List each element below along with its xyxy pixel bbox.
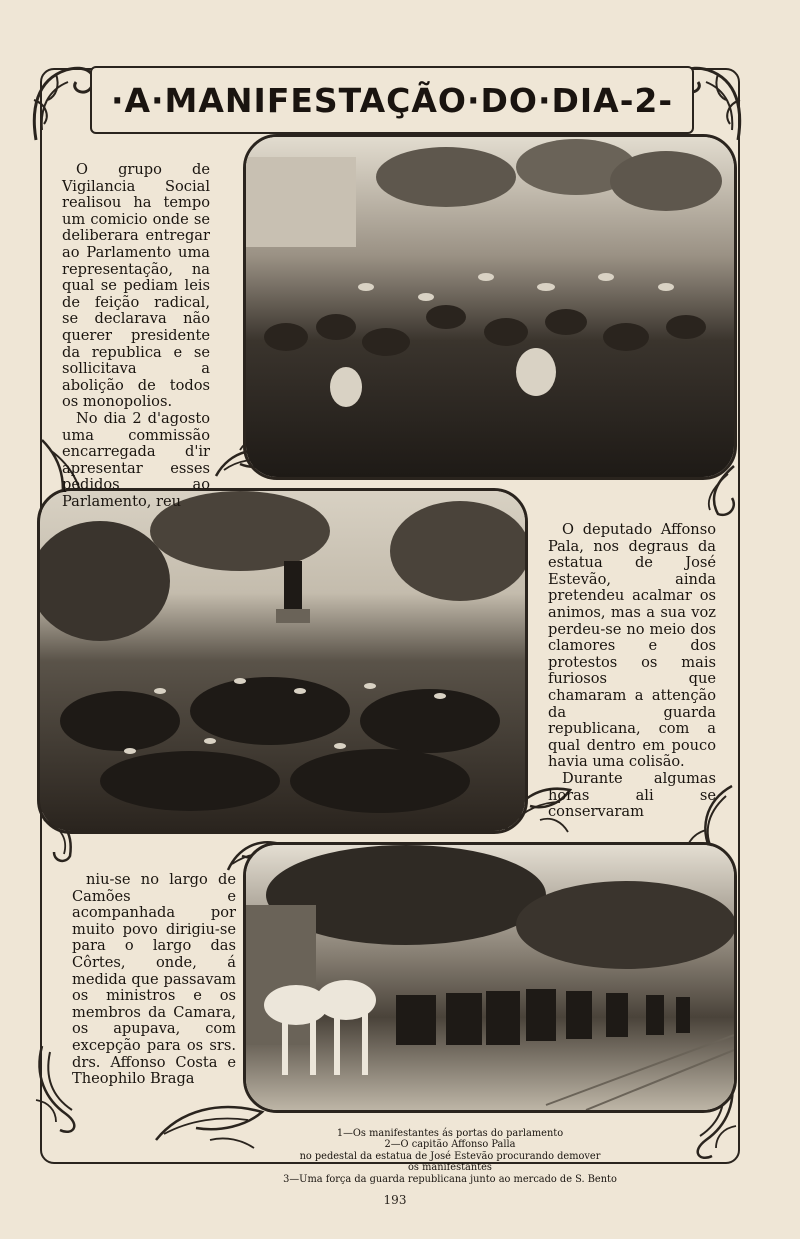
article-paragraph: No dia 2 d'agosto uma commissão encarregada d'ir apresentar esses pedidos ao Parlamento, reu xyxy=(62,409,210,510)
article-text-block-2 xyxy=(548,522,716,821)
article-paragraph: Durante algumas horas ali se conservaram xyxy=(548,769,716,821)
caption-line: no pedestal da estatua de José Estevão procurando demover xyxy=(299,1150,601,1162)
title-banner xyxy=(90,66,694,134)
article-paragraph: O deputado Affonso Pala, nos degraus da estatua de José Estevão, ainda pretendeu acalmar os animos, mas a sua voz perdeu-se no meio dos clamores e dos protestos os mais furiosos que chamaram a attenção da guarda republicana, com a qual dentro em pouco havia uma colisão. xyxy=(548,521,716,771)
page-title: ·A·MANIFESTAÇÃO·DO·DIA-2- xyxy=(110,80,674,120)
photo-statue-crowd xyxy=(37,488,528,834)
photo-crowd-at-parliament xyxy=(243,134,737,480)
article-paragraph: niu-se no largo de Camões e acompanhada por muito povo dirigiu-se para o largo das Côrtes, onde, á medida que passavam os ministros e os membros da Camara, os apupava, com excepção para os srs. drs. Affonso Costa e Theophilo Braga xyxy=(72,871,236,1088)
article-text-block-1 xyxy=(62,162,210,510)
article-paragraph: O grupo de Vigilancia Social realisou ha tempo um comicio onde se deliberara entregar ao Parlamento uma representação, na qual se pediam leis de feição radical, se declarava não querer presidente da republica e se sollicitava a abolição de todos os monopolios. xyxy=(62,161,210,411)
caption-line: 1—Os manifestantes ás portas do parlamento xyxy=(336,1128,564,1139)
article-text-block-3 xyxy=(72,872,236,1088)
photo-republican-guard xyxy=(243,842,737,1113)
caption-line: os manifestantes xyxy=(408,1162,492,1174)
page-number: 193 xyxy=(383,1193,407,1207)
caption-line: 2—O capitão Affonso Palla xyxy=(384,1139,516,1151)
caption-line: 3—Uma força da guarda republicana junto ao mercado de S. Bento xyxy=(283,1173,617,1185)
photo-captions xyxy=(240,1128,660,1185)
